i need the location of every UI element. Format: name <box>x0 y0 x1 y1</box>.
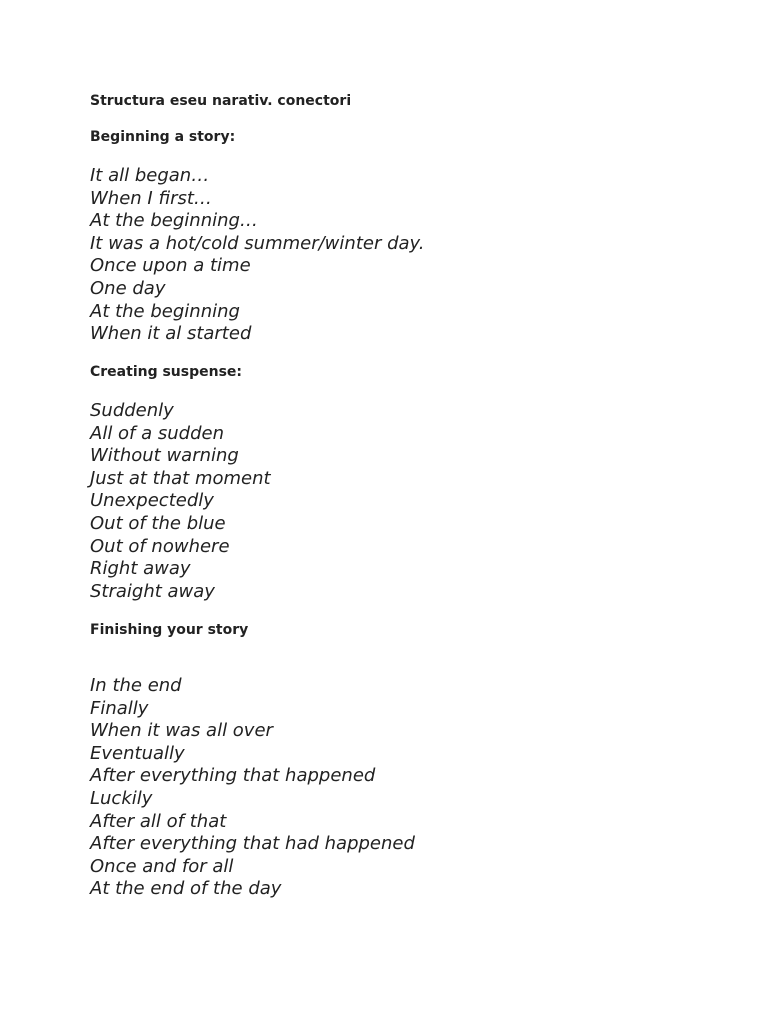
phrase-item: One day <box>90 277 166 299</box>
phrase-item: Luckily <box>90 787 153 809</box>
phrase-item: After everything that happened <box>90 765 376 787</box>
phrase-item: At the end of the day <box>90 878 282 900</box>
phrase-item: When it al started <box>90 323 252 345</box>
phrase-item: It was a hot/cold summer/winter day. <box>90 232 425 254</box>
phrase-item: Once and for all <box>90 855 234 877</box>
section-heading-suspense: Creating suspense: <box>90 364 243 380</box>
section-heading-finishing: Finishing your story <box>90 622 249 638</box>
phrase-item: All of a sudden <box>90 422 224 444</box>
phrase-item: After everything that had happened <box>90 833 415 855</box>
section-heading-beginning: Beginning a story: <box>90 129 236 145</box>
phrase-item: Unexpectedly <box>90 490 214 512</box>
phrase-item: It all began… <box>90 165 210 186</box>
phrase-item: Finally <box>90 697 149 719</box>
phrase-item: Out of nowhere <box>90 535 230 557</box>
phrase-item: Out of the blue <box>90 512 226 534</box>
phrase-list-finishing <box>90 675 415 901</box>
phrase-item: Right away <box>90 558 191 580</box>
phrase-item: Straight away <box>90 580 215 602</box>
phrase-item: Just at that moment <box>90 467 271 489</box>
phrase-item: When I first… <box>90 187 212 209</box>
phrase-list-suspense <box>90 400 271 603</box>
phrase-item: When it was all over <box>90 720 273 742</box>
phrase-item: Without warning <box>90 445 239 467</box>
phrase-item: Eventually <box>90 742 185 764</box>
phrase-item: Suddenly <box>90 400 174 421</box>
phrase-item: At the beginning <box>90 300 240 322</box>
phrase-list-beginning <box>90 165 425 346</box>
phrase-item: Once upon a time <box>90 255 251 277</box>
phrase-item: At the beginning… <box>90 210 258 232</box>
phrase-item: After all of that <box>90 810 227 832</box>
document-title: Structura eseu narativ. conectori <box>90 93 352 109</box>
phrase-item: In the end <box>90 675 182 696</box>
